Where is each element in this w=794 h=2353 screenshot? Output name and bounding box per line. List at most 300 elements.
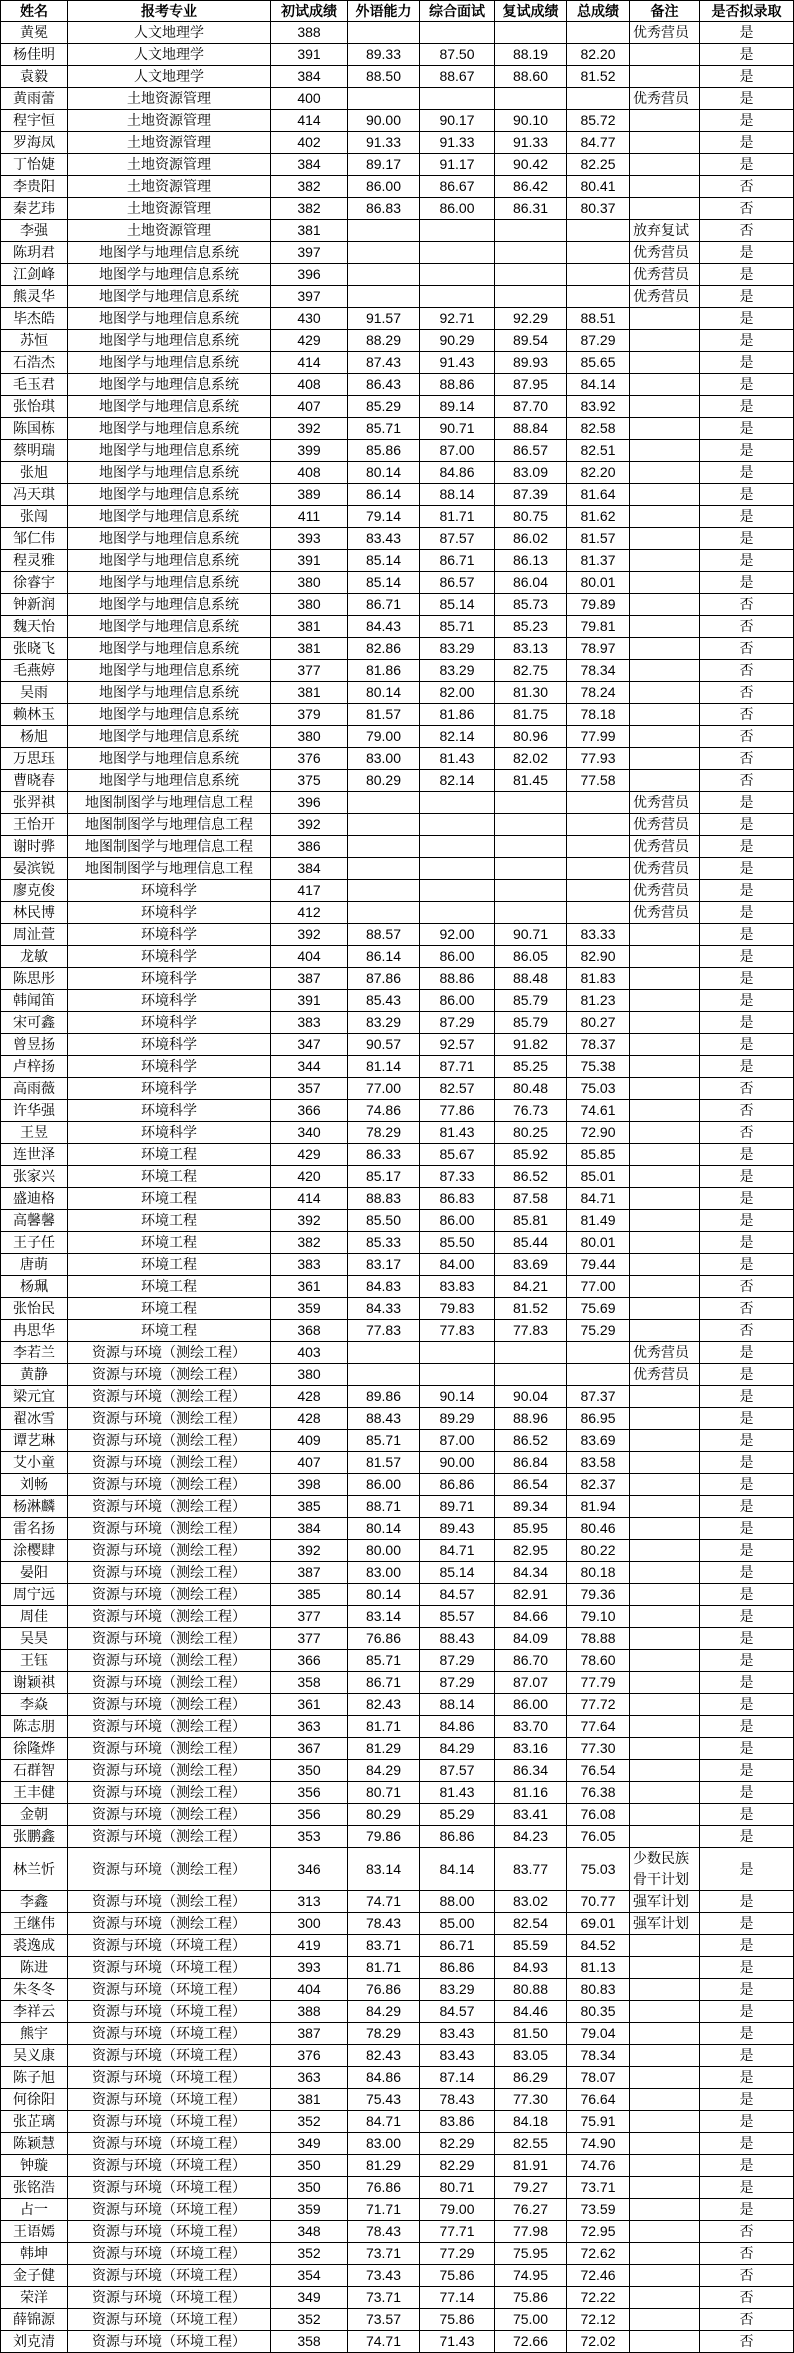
cell-name: 袁毅 [0,66,68,88]
cell-major: 地图学与地理信息系统 [68,748,271,770]
table-row [0,2001,794,2023]
cell-total-score [567,880,630,902]
cell-initial-score: 383 [271,1012,348,1034]
cell-remark [630,2265,700,2287]
cell-language-score: 85.50 [348,1210,420,1232]
cell-major: 人文地理学 [68,22,271,44]
cell-interview-score: 71.43 [420,2331,495,2353]
cell-name: 毕杰皓 [0,308,68,330]
cell-initial-score: 384 [271,66,348,88]
cell-initial-score: 350 [271,1760,348,1782]
cell-retest-score: 83.70 [495,1716,567,1738]
cell-admission: 是 [700,484,794,506]
table-row [0,2067,794,2089]
cell-retest-score [495,880,567,902]
cell-retest-score: 85.95 [495,1518,567,1540]
cell-remark [630,1122,700,1144]
cell-admission: 是 [700,374,794,396]
cell-admission: 是 [700,66,794,88]
cell-major: 资源与环境（测绘工程） [68,1891,271,1913]
cell-admission: 是 [700,2023,794,2045]
cell-retest-score: 76.73 [495,1100,567,1122]
cell-initial-score: 389 [271,484,348,506]
table-row [0,1518,794,1540]
cell-language-score: 83.14 [348,1848,420,1891]
cell-admission: 是 [700,880,794,902]
header-admission: 是否拟录取 [700,0,794,22]
table-row [0,1935,794,1957]
cell-name: 吴雨 [0,682,68,704]
cell-total-score: 81.62 [567,506,630,528]
cell-total-score: 78.07 [567,2067,630,2089]
cell-initial-score: 382 [271,198,348,220]
cell-initial-score: 382 [271,1232,348,1254]
cell-name: 李祥云 [0,2001,68,2023]
table-row [0,506,794,528]
cell-name: 韩闻笛 [0,990,68,1012]
cell-interview-score: 88.14 [420,484,495,506]
cell-name: 苏恒 [0,330,68,352]
cell-interview-score: 92.00 [420,924,495,946]
cell-interview-score: 89.71 [420,1496,495,1518]
cell-language-score: 80.29 [348,770,420,792]
cell-name: 程灵雅 [0,550,68,572]
cell-language-score [348,792,420,814]
cell-interview-score: 86.57 [420,572,495,594]
cell-admission: 是 [700,924,794,946]
table-row [0,968,794,990]
cell-total-score: 79.81 [567,616,630,638]
cell-name: 刘畅 [0,1474,68,1496]
cell-major: 资源与环境（测绘工程） [68,1760,271,1782]
cell-major: 资源与环境（测绘工程） [68,1452,271,1474]
cell-remark: 优秀营员 [630,814,700,836]
cell-remark [630,726,700,748]
cell-initial-score: 391 [271,44,348,66]
cell-remark: 强军计划 [630,1913,700,1935]
cell-admission: 是 [700,2133,794,2155]
cell-admission: 是 [700,1386,794,1408]
cell-interview-score: 75.86 [420,2265,495,2287]
cell-interview-score: 85.00 [420,1913,495,1935]
cell-name: 林民博 [0,902,68,924]
cell-language-score: 86.71 [348,1672,420,1694]
cell-name: 张家兴 [0,1166,68,1188]
cell-language-score: 87.43 [348,352,420,374]
cell-remark [630,2309,700,2331]
cell-total-score: 78.88 [567,1628,630,1650]
cell-major: 地图学与地理信息系统 [68,484,271,506]
cell-interview-score: 91.17 [420,154,495,176]
cell-initial-score: 402 [271,132,348,154]
cell-remark [630,1496,700,1518]
table-row [0,704,794,726]
cell-interview-score: 88.86 [420,968,495,990]
cell-admission: 否 [700,638,794,660]
cell-interview-score: 86.86 [420,1826,495,1848]
table-row [0,66,794,88]
cell-initial-score: 381 [271,220,348,242]
cell-remark [630,1804,700,1826]
cell-initial-score: 414 [271,110,348,132]
cell-initial-score: 385 [271,1584,348,1606]
cell-initial-score: 347 [271,1034,348,1056]
cell-interview-score: 81.43 [420,748,495,770]
table-row [0,1979,794,2001]
cell-name: 陈国栋 [0,418,68,440]
cell-major: 地图学与地理信息系统 [68,528,271,550]
cell-language-score: 88.43 [348,1408,420,1430]
cell-retest-score: 72.66 [495,2331,567,2353]
cell-language-score: 77.83 [348,1320,420,1342]
table-row [0,1848,794,1891]
cell-admission: 是 [700,440,794,462]
cell-total-score: 87.29 [567,330,630,352]
cell-total-score: 74.76 [567,2155,630,2177]
cell-admission: 是 [700,1254,794,1276]
cell-admission: 否 [700,616,794,638]
cell-language-score: 80.14 [348,1518,420,1540]
cell-major: 地图学与地理信息系统 [68,462,271,484]
table-row [0,638,794,660]
cell-interview-score: 87.14 [420,2067,495,2089]
cell-total-score: 77.93 [567,748,630,770]
cell-remark [630,1935,700,1957]
cell-name: 张铭浩 [0,2177,68,2199]
cell-language-score: 81.71 [348,1716,420,1738]
cell-total-score: 81.23 [567,990,630,1012]
cell-initial-score: 397 [271,242,348,264]
table-row [0,1364,794,1386]
cell-initial-score: 387 [271,968,348,990]
cell-interview-score [420,264,495,286]
cell-name: 王钰 [0,1650,68,1672]
cell-interview-score: 82.00 [420,682,495,704]
cell-retest-score: 86.13 [495,550,567,572]
cell-total-score: 72.02 [567,2331,630,2353]
cell-remark [630,2199,700,2221]
cell-initial-score: 384 [271,1518,348,1540]
cell-major: 环境工程 [68,1166,271,1188]
cell-interview-score: 88.86 [420,374,495,396]
cell-major: 环境科学 [68,968,271,990]
table-row [0,572,794,594]
cell-remark [630,396,700,418]
cell-language-score: 79.14 [348,506,420,528]
cell-interview-score: 90.00 [420,1452,495,1474]
cell-major: 环境科学 [68,1056,271,1078]
cell-initial-score: 408 [271,462,348,484]
cell-major: 地图学与地理信息系统 [68,440,271,462]
cell-retest-score: 83.13 [495,638,567,660]
cell-total-score: 77.79 [567,1672,630,1694]
cell-initial-score: 408 [271,374,348,396]
cell-total-score [567,22,630,44]
cell-remark [630,440,700,462]
cell-name: 张怡民 [0,1298,68,1320]
cell-name: 盛迪格 [0,1188,68,1210]
table-row [0,1012,794,1034]
cell-language-score: 74.71 [348,2331,420,2353]
cell-major: 资源与环境（环境工程） [68,2001,271,2023]
cell-name: 占一 [0,2199,68,2221]
cell-retest-score: 85.92 [495,1144,567,1166]
cell-major: 地图学与地理信息系统 [68,638,271,660]
cell-admission: 否 [700,2265,794,2287]
cell-remark: 优秀营员 [630,88,700,110]
table-row [0,1738,794,1760]
cell-major: 环境工程 [68,1276,271,1298]
cell-interview-score: 77.83 [420,1320,495,1342]
cell-language-score [348,1342,420,1364]
cell-name: 徐隆烨 [0,1738,68,1760]
cell-name: 陈颖慧 [0,2133,68,2155]
cell-language-score: 84.86 [348,2067,420,2089]
cell-admission: 是 [700,792,794,814]
cell-initial-score: 363 [271,1716,348,1738]
cell-major: 土地资源管理 [68,220,271,242]
cell-interview-score: 86.86 [420,1957,495,1979]
cell-retest-score: 92.29 [495,308,567,330]
cell-remark [630,748,700,770]
cell-major: 地图学与地理信息系统 [68,264,271,286]
cell-interview-score: 84.57 [420,2001,495,2023]
cell-major: 地图制图学与地理信息工程 [68,792,271,814]
cell-interview-score: 82.29 [420,2155,495,2177]
cell-language-score: 85.71 [348,418,420,440]
cell-major: 人文地理学 [68,44,271,66]
cell-retest-score: 83.05 [495,2045,567,2067]
cell-major: 资源与环境（环境工程） [68,1957,271,1979]
cell-retest-score: 80.96 [495,726,567,748]
cell-language-score: 88.57 [348,924,420,946]
cell-total-score: 82.51 [567,440,630,462]
cell-total-score: 75.03 [567,1848,630,1891]
cell-language-score: 78.29 [348,1122,420,1144]
cell-admission: 是 [700,2199,794,2221]
cell-remark [630,1276,700,1298]
cell-name: 王子任 [0,1232,68,1254]
table-row [0,1804,794,1826]
cell-interview-score: 89.29 [420,1408,495,1430]
cell-total-score: 80.27 [567,1012,630,1034]
cell-admission: 是 [700,1232,794,1254]
table-row [0,220,794,242]
header-major: 报考专业 [68,0,271,22]
cell-total-score: 80.01 [567,572,630,594]
cell-name: 杨珮 [0,1276,68,1298]
cell-major: 资源与环境（测绘工程） [68,1672,271,1694]
cell-major: 地图学与地理信息系统 [68,594,271,616]
cell-initial-score: 409 [271,1430,348,1452]
cell-retest-score [495,902,567,924]
cell-remark [630,1518,700,1540]
cell-total-score: 78.24 [567,682,630,704]
cell-initial-score: 348 [271,2221,348,2243]
cell-remark [630,1452,700,1474]
cell-major: 环境科学 [68,990,271,1012]
cell-interview-score: 77.29 [420,2243,495,2265]
cell-major: 资源与环境（环境工程） [68,1979,271,2001]
cell-name: 翟冰雪 [0,1408,68,1430]
cell-admission: 是 [700,1518,794,1540]
cell-retest-score: 84.18 [495,2111,567,2133]
cell-language-score: 86.83 [348,198,420,220]
cell-initial-score: 420 [271,1166,348,1188]
cell-initial-score: 385 [271,1496,348,1518]
cell-initial-score: 381 [271,2089,348,2111]
cell-interview-score: 81.43 [420,1782,495,1804]
cell-initial-score: 388 [271,2001,348,2023]
cell-major: 资源与环境（环境工程） [68,2199,271,2221]
cell-retest-score: 74.95 [495,2265,567,2287]
cell-interview-score: 77.71 [420,2221,495,2243]
cell-name: 龙敏 [0,946,68,968]
cell-retest-score: 85.79 [495,1012,567,1034]
table-row [0,792,794,814]
cell-admission: 是 [700,132,794,154]
cell-name: 杨旭 [0,726,68,748]
cell-total-score: 75.38 [567,1056,630,1078]
cell-total-score: 83.58 [567,1452,630,1474]
cell-admission: 是 [700,506,794,528]
cell-admission: 是 [700,22,794,44]
cell-language-score [348,880,420,902]
cell-remark [630,1694,700,1716]
cell-interview-score: 86.00 [420,198,495,220]
cell-retest-score [495,286,567,308]
cell-language-score: 74.86 [348,1100,420,1122]
cell-initial-score: 397 [271,286,348,308]
cell-language-score: 88.29 [348,330,420,352]
cell-interview-score: 83.29 [420,1979,495,2001]
cell-admission: 是 [700,1738,794,1760]
cell-initial-score: 368 [271,1320,348,1342]
cell-name: 高雨薇 [0,1078,68,1100]
table-row [0,176,794,198]
cell-admission: 是 [700,110,794,132]
cell-admission: 是 [700,44,794,66]
cell-language-score: 84.83 [348,1276,420,1298]
table-row [0,946,794,968]
cell-name: 王丰健 [0,1782,68,1804]
cell-retest-score: 88.48 [495,968,567,990]
cell-retest-score: 84.34 [495,1562,567,1584]
cell-language-score: 73.71 [348,2243,420,2265]
table-row [0,110,794,132]
cell-total-score: 81.64 [567,484,630,506]
cell-interview-score: 85.57 [420,1606,495,1628]
cell-initial-score: 392 [271,1540,348,1562]
cell-major: 环境工程 [68,1188,271,1210]
cell-total-score: 81.13 [567,1957,630,1979]
cell-major: 资源与环境（测绘工程） [68,1848,271,1891]
cell-interview-score [420,836,495,858]
cell-interview-score [420,22,495,44]
cell-major: 资源与环境（环境工程） [68,2177,271,2199]
cell-name: 涂樱肆 [0,1540,68,1562]
cell-remark [630,1210,700,1232]
cell-remark [630,682,700,704]
cell-initial-score: 428 [271,1408,348,1430]
cell-initial-score: 411 [271,506,348,528]
cell-major: 地图学与地理信息系统 [68,374,271,396]
cell-admission: 是 [700,1804,794,1826]
cell-major: 地图制图学与地理信息工程 [68,814,271,836]
cell-name: 李焱 [0,1694,68,1716]
cell-remark [630,1232,700,1254]
cell-interview-score: 86.67 [420,176,495,198]
cell-remark: 优秀营员 [630,902,700,924]
cell-major: 土地资源管理 [68,176,271,198]
cell-remark [630,1012,700,1034]
cell-retest-score: 82.91 [495,1584,567,1606]
cell-initial-score: 356 [271,1804,348,1826]
cell-interview-score [420,220,495,242]
cell-language-score: 71.71 [348,2199,420,2221]
cell-total-score: 77.30 [567,1738,630,1760]
cell-major: 资源与环境（环境工程） [68,2309,271,2331]
cell-retest-score [495,88,567,110]
cell-initial-score: 407 [271,396,348,418]
cell-major: 资源与环境（测绘工程） [68,1826,271,1848]
cell-retest-score: 88.19 [495,44,567,66]
table-row [0,1430,794,1452]
cell-remark [630,1144,700,1166]
cell-name: 王怡开 [0,814,68,836]
cell-name: 廖克俊 [0,880,68,902]
cell-name: 黄静 [0,1364,68,1386]
cell-initial-score: 384 [271,858,348,880]
cell-interview-score: 84.57 [420,1584,495,1606]
table-row [0,1716,794,1738]
cell-remark: 优秀营员 [630,1342,700,1364]
cell-interview-score: 87.50 [420,44,495,66]
cell-remark [630,308,700,330]
cell-interview-score: 83.29 [420,638,495,660]
cell-remark [630,1979,700,2001]
cell-name: 金子健 [0,2265,68,2287]
cell-name: 钟璇 [0,2155,68,2177]
table-row [0,682,794,704]
cell-remark [630,1408,700,1430]
cell-admission: 是 [700,528,794,550]
cell-admission: 否 [700,2309,794,2331]
cell-initial-score: 404 [271,946,348,968]
cell-retest-score: 87.39 [495,484,567,506]
cell-total-score [567,858,630,880]
cell-retest-score: 83.09 [495,462,567,484]
cell-retest-score: 85.23 [495,616,567,638]
cell-admission: 是 [700,1760,794,1782]
cell-major: 环境科学 [68,1100,271,1122]
cell-major: 环境工程 [68,1144,271,1166]
header-language-score: 外语能力 [348,0,420,22]
cell-language-score [348,858,420,880]
cell-interview-score: 86.71 [420,550,495,572]
cell-interview-score: 88.67 [420,66,495,88]
cell-admission: 是 [700,1584,794,1606]
cell-major: 资源与环境（环境工程） [68,2331,271,2353]
cell-interview-score: 86.86 [420,1474,495,1496]
cell-total-score: 85.65 [567,352,630,374]
cell-total-score: 80.41 [567,176,630,198]
cell-total-score: 82.25 [567,154,630,176]
cell-language-score: 81.29 [348,2155,420,2177]
table-row [0,1584,794,1606]
cell-major: 资源与环境（环境工程） [68,2221,271,2243]
table-row [0,462,794,484]
